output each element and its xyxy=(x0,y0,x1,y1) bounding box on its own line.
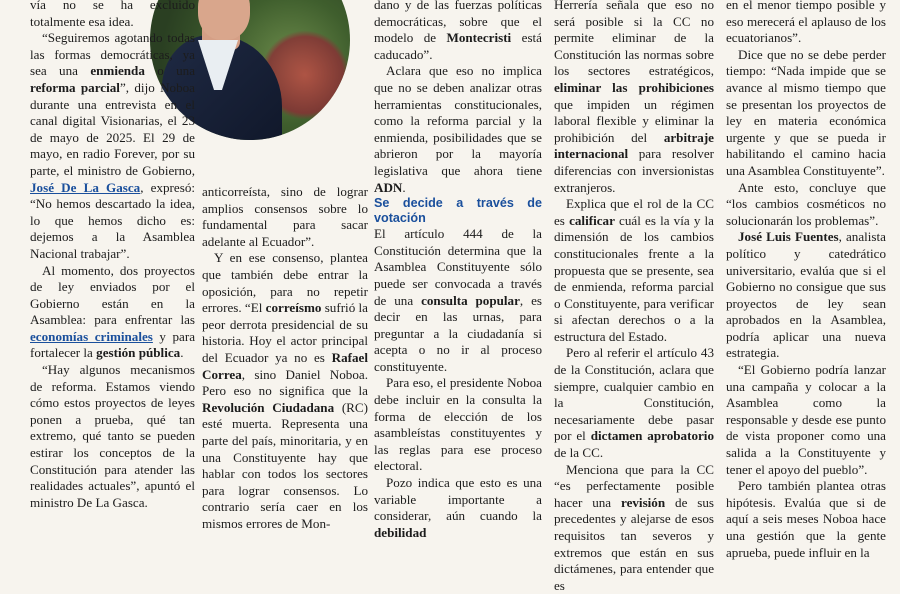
paragraph: Explica que el rol de la CC es calificar cuál es la vía y la dimensión de los cambios constitucionales frente a la propuesta que se presente, sea de enmienda, reforma parcial o Constituyente, para verificar si afectan derechos o a la estructura del Estado. xyxy=(554,196,714,344)
paragraph: “El Gobierno podría lanzar una campaña y colocar a la Asamblea como la responsable y desde ese punto de vista proponer como una salida a la Constituyente y tener el apoyo del pueblo”. xyxy=(726,362,886,477)
paragraph: vía no se ha excluido totalmente esa idea. xyxy=(30,0,195,29)
paragraph: Pero también plantea otras hipótesis. Evalúa que si de aquí a seis meses Noboa hace una gestión que la gente aprueba, puede influir en la xyxy=(726,478,886,560)
paragraph: Dice que no se debe perder tiempo: “Nada impide que se avance al mismo tiempo que se presentan los proyectos de ley en materia económica urgente y que se pueda ir habilitando el camino hacia una Asamblea Constituyente”. xyxy=(726,46,886,178)
column-5 xyxy=(726,0,886,561)
paragraph: en el menor tiempo posible y eso merecerá el aplauso de los ecuatorianos”. xyxy=(726,0,886,46)
paragraph: “Seguiremos agotando todas las formas democráticas, ya sea una enmienda o una reforma parcial”, dijo Noboa durante una entrevista en el canal digital Visionarias, el 23 de mayo de 2025. El 29 de mayo, en radio Forever, por su parte, el ministro de Gobierno, José De La Gasca, expresó: “No hemos descartado la idea, lo que hemos dicho es: dejemos a la Asamblea Nacional trabajar”. xyxy=(30,30,196,261)
column-3 xyxy=(374,0,542,541)
paragraph: “Hay algunos mecanismos de reforma. Estamos viendo cómo estos proyectos de leyes ponen a prueba, qué tan extremo, qué tanto se pueden estirar los conceptos de la Constitución para atender las realidades actuales”, apuntó el ministro De La Gasca. xyxy=(30,362,195,510)
link-economias-criminales[interactable]: economías criminales xyxy=(30,328,153,344)
paragraph: Para eso, el presidente Noboa debe incluir en la consulta la forma de elección de los asambleístas constituyentes y las reglas para ese proceso electoral. xyxy=(374,375,542,474)
paragraph: Ante esto, concluye que “los cambios cosméticos no solucionarán los problemas”. xyxy=(726,179,886,228)
paragraph: Y en ese consenso, plantea que también debe entrar la oposición, para no repetir errores. “El correísmo sufrió la peor derrota presidencial de su historia. Hoy el actor principal del Ecuador ya no es Rafael Correa, sino Daniel Noboa. Pero eso no significa que la Revolución Ciudadana (RC) esté muerta. Representa una parte del país, minoritaria, y en una Constituyente hay que hablar con todos los sectores para lograr consensos. Lo contrario sería caer en los mismos errores de Mon- xyxy=(202,250,368,531)
paragraph: Pozo indica que esto es una variable importante a considerar, aún cuando la debilidad xyxy=(374,475,542,540)
paragraph: Al momento, dos proyectos de ley enviados por el Gobierno están en la Asamblea: para enfrentar las economías criminales y para fortalecer la gestión pública. xyxy=(30,262,196,361)
paragraph: Menciona que para la CC “es perfectamente posible hacer una revisión de sus precedentes y alejarse de esos requisitos tan severos y extremos que están en sus dictámenes, para entender que es xyxy=(554,461,714,593)
paragraph: Herrería señala que eso no será posible si la CC no permite eliminar de la Constitución las normas sobre los sectores estratégicos, eliminar las prohibiciones que impiden un régimen laboral flexible y eliminar la prohibición del arbitraje internacional para resolver diferencias con inversionistas extranjeros. xyxy=(554,0,714,195)
column-1 xyxy=(30,0,195,511)
paragraph: El artículo 444 de la Constitución determina que la Asamblea Constituyente sólo puede ser convocada a través de una consulta popular, es decir en las urnas, para preguntar a la ciudadanía si acepta o no ir al proceso constituyente. xyxy=(374,226,542,374)
photo-face xyxy=(198,0,250,40)
paragraph: José Luis Fuentes, analista político y catedrático universitario, evalúa que si el Gobierno no consigue que sus proyectos de ley sean aprobados en la Asamblea, podría aplicar una nueva estrategia. xyxy=(726,229,886,361)
paragraph: Aclara que eso no implica que no se deben analizar otras herramientas constitucionales, como la reforma parcial y la enmienda, posibilidades que se abrieron por la mayoría legislativa que ahora tiene ADN. xyxy=(374,63,542,195)
column-2 xyxy=(202,184,368,532)
paragraph: dano y de las fuerzas políticas democráticas, sobre que el modelo de Montecristi está caducado”. xyxy=(374,0,542,62)
column-4 xyxy=(554,0,714,594)
paragraph: Pero al referir el artículo 43 de la Constitución, aclara que siempre, cualquier cambio en la Constitución, necesariamente debe pasar por el dictamen aprobatorio de la CC. xyxy=(554,345,714,461)
paragraph: anticorreísta, sino de lograr amplios consensos sobre lo fundamental para sacar adelante al Ecuador”. xyxy=(202,184,368,249)
link-jose-de-la-gasca[interactable]: José De La Gasca xyxy=(30,179,141,195)
section-subheading: Se decide a través de votación xyxy=(374,196,542,226)
